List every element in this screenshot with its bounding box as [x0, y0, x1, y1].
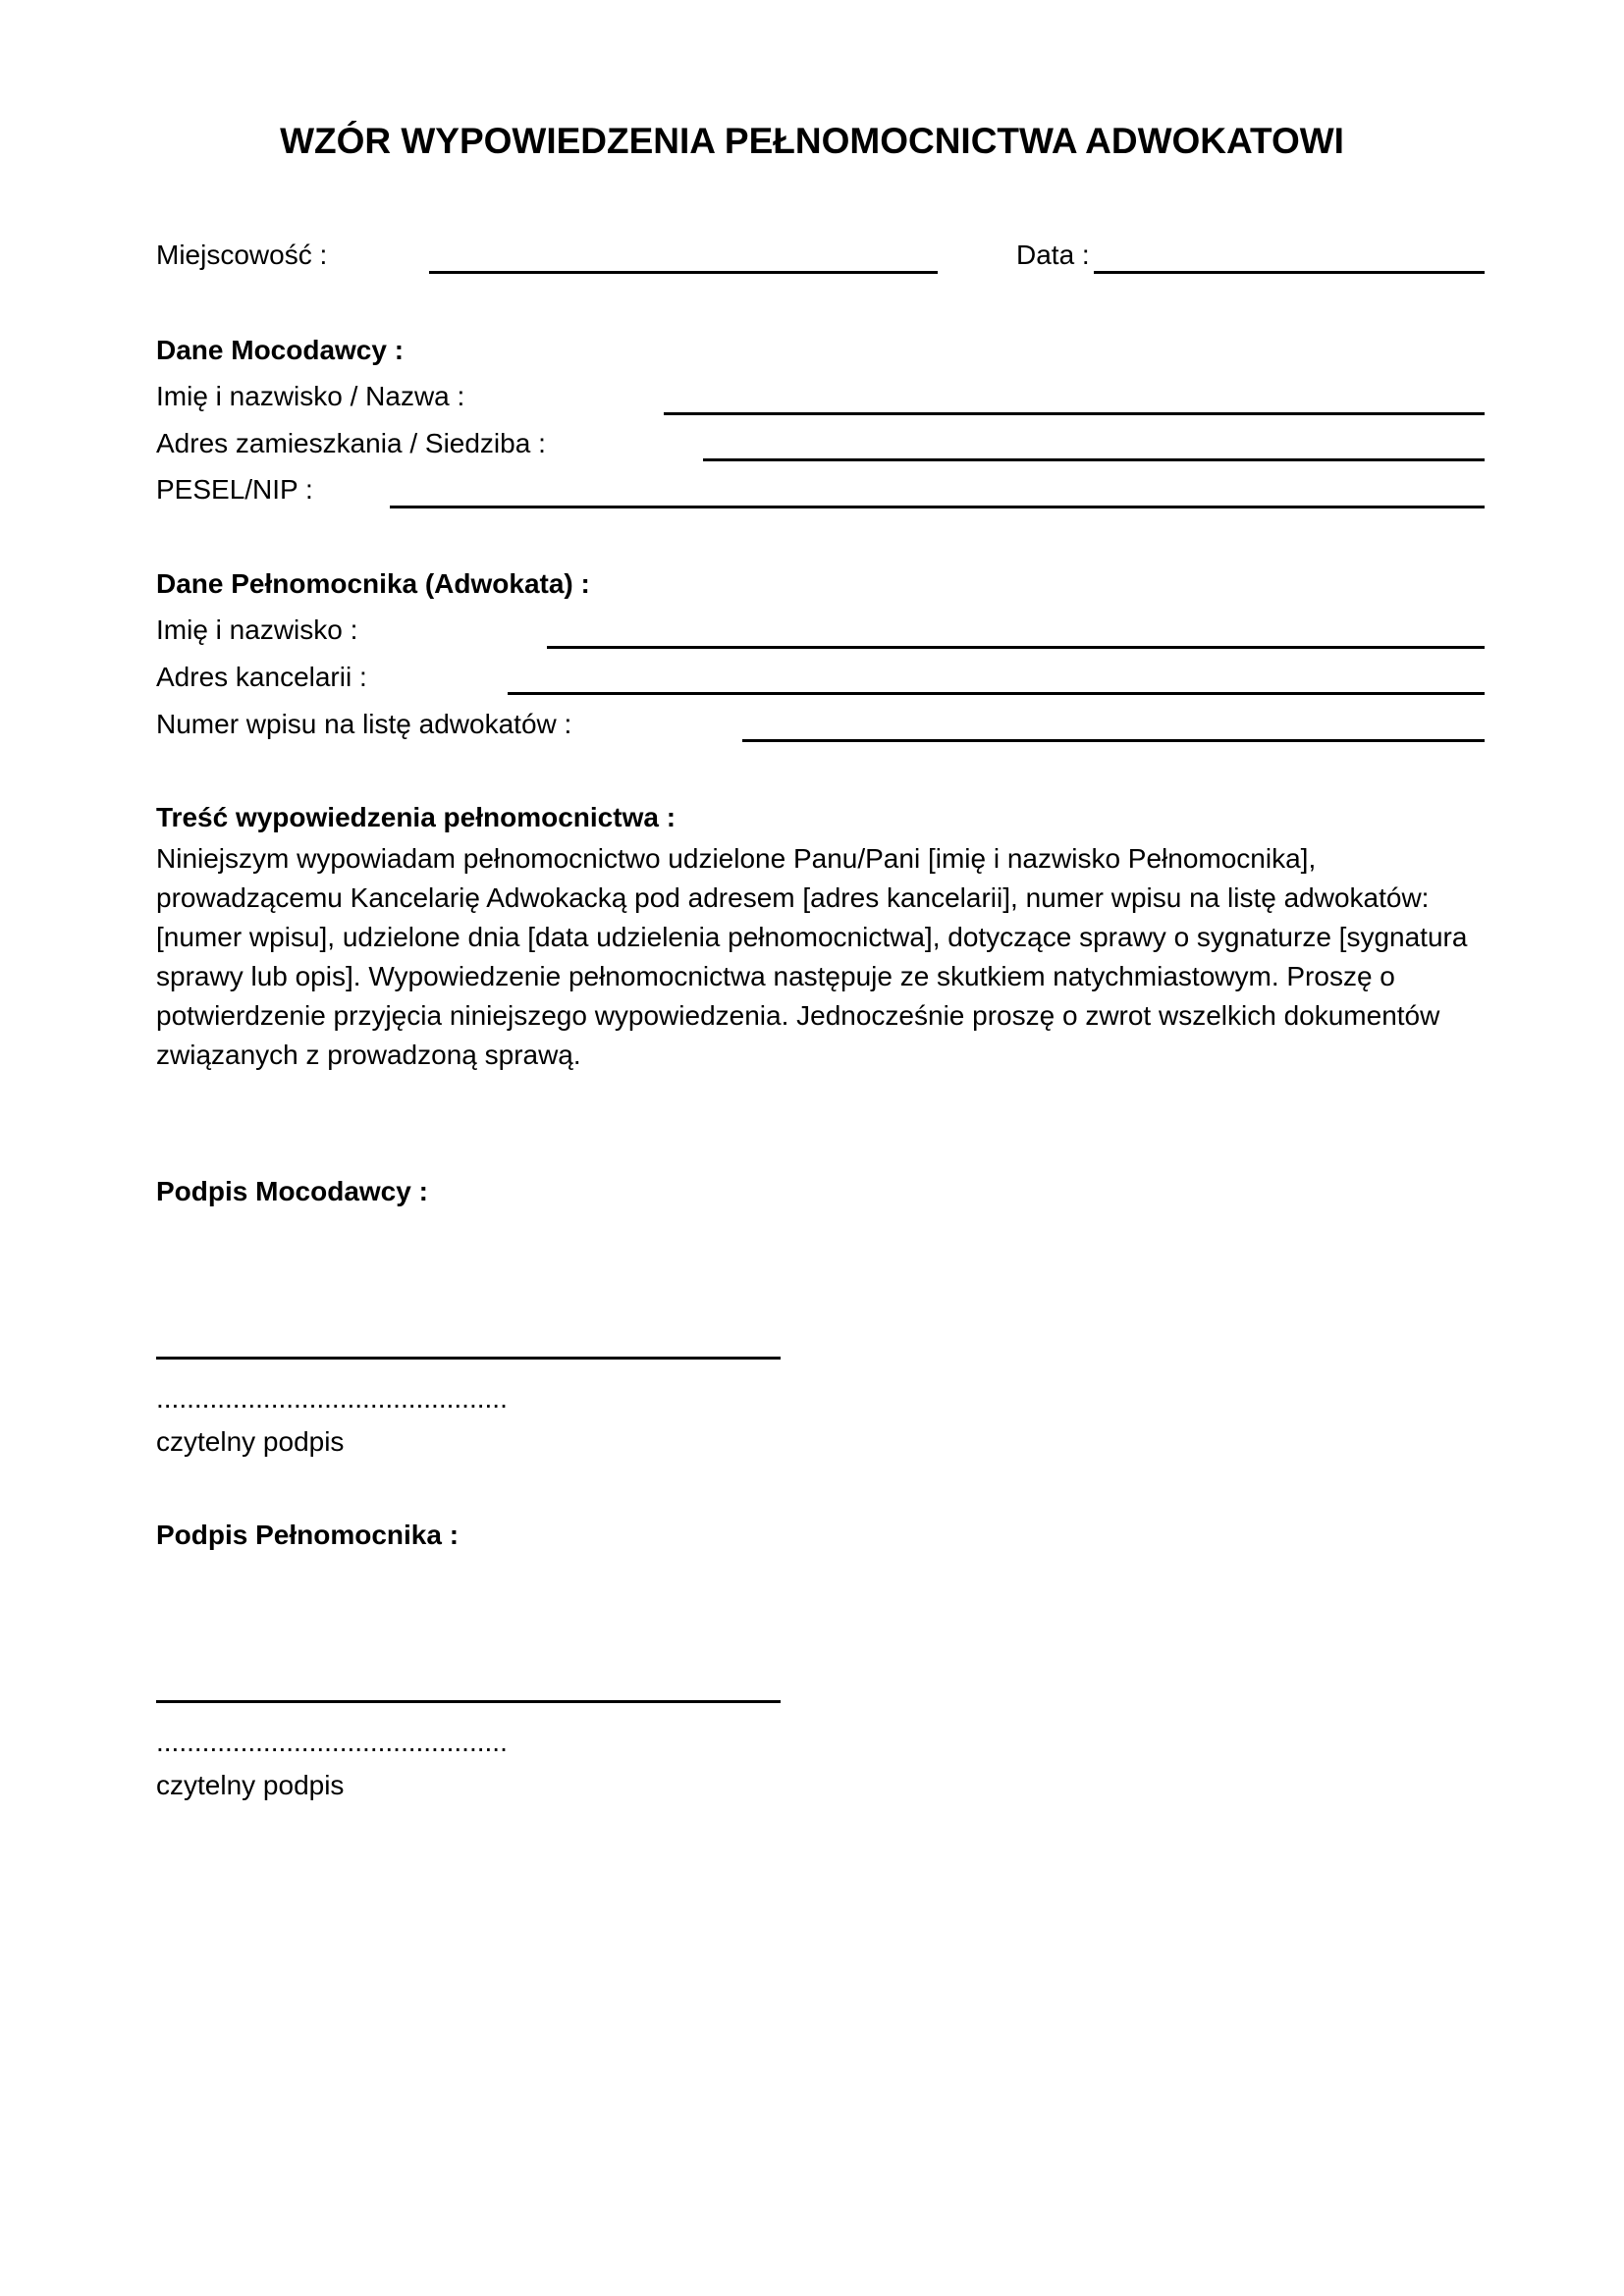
attorney-register-label: Numer wpisu na listę adwokatów : — [156, 709, 572, 739]
principal-signature-dots: .............................................. — [156, 1383, 508, 1414]
content-line: [numer wpisu], udzielone dnia [data udzielenia pełnomocnictwa], dotyczące sprawy o sygnaturze [sygnatura — [156, 922, 1468, 952]
content-line: Niniejszym wypowiadam pełnomocnictwo udzielone Panu/Pani [imię i nazwisko Pełnomocnika], — [156, 843, 1317, 874]
attorney-signature-heading: Podpis Pełnomocnika : — [156, 1520, 460, 1550]
attorney-signature-dots: .............................................. — [156, 1727, 508, 1757]
principal-name-label: Imię i nazwisko / Nazwa : — [156, 381, 465, 411]
principal-signature-caption: czytelny podpis — [156, 1426, 345, 1457]
principal-heading: Dane Mocodawcy : — [156, 335, 405, 365]
content-line: sprawy lub opis]. Wypowiedzenie pełnomocnictwa następuje ze skutkiem natychmiastowym. Proszę o — [156, 961, 1395, 991]
content-heading: Treść wypowiedzenia pełnomocnictwa : — [156, 802, 677, 832]
principal-pesel-field[interactable] — [390, 506, 1485, 508]
attorney-heading: Dane Pełnomocnika (Adwokata) : — [156, 568, 590, 599]
place-field[interactable] — [429, 271, 938, 274]
content-paragraph — [156, 839, 1491, 1075]
attorney-register-field[interactable] — [742, 739, 1485, 742]
attorney-signature-caption: czytelny podpis — [156, 1770, 345, 1800]
content-line: potwierdzenie przyjęcia niniejszego wypowiedzenia. Jednocześnie proszę o zwrot wszelkich dokumentów — [156, 1000, 1440, 1031]
date-field[interactable] — [1094, 271, 1485, 274]
principal-address-field[interactable] — [703, 458, 1485, 461]
attorney-signature-field[interactable] — [156, 1700, 781, 1703]
principal-signature-heading: Podpis Mocodawcy : — [156, 1176, 428, 1206]
content-line: prowadzącemu Kancelarię Adwokacką pod adresem [adres kancelarii], numer wpisu na listę adwokatów: — [156, 882, 1430, 913]
attorney-name-field[interactable] — [547, 646, 1485, 649]
date-label: Data : — [1016, 240, 1090, 270]
principal-signature-field[interactable] — [156, 1357, 781, 1360]
place-label: Miejscowość : — [156, 240, 328, 270]
attorney-office-label: Adres kancelarii : — [156, 662, 367, 692]
content-line: związanych z prowadzoną sprawą. — [156, 1040, 581, 1070]
principal-address-label: Adres zamieszkania / Siedziba : — [156, 428, 546, 458]
page-title: WZÓR WYPOWIEDZENIA PEŁNOMOCNICTWA ADWOKATOWI — [280, 121, 1344, 161]
attorney-office-field[interactable] — [508, 692, 1485, 695]
principal-pesel-label: PESEL/NIP : — [156, 474, 313, 505]
principal-name-field[interactable] — [664, 412, 1485, 415]
attorney-name-label: Imię i nazwisko : — [156, 614, 358, 645]
